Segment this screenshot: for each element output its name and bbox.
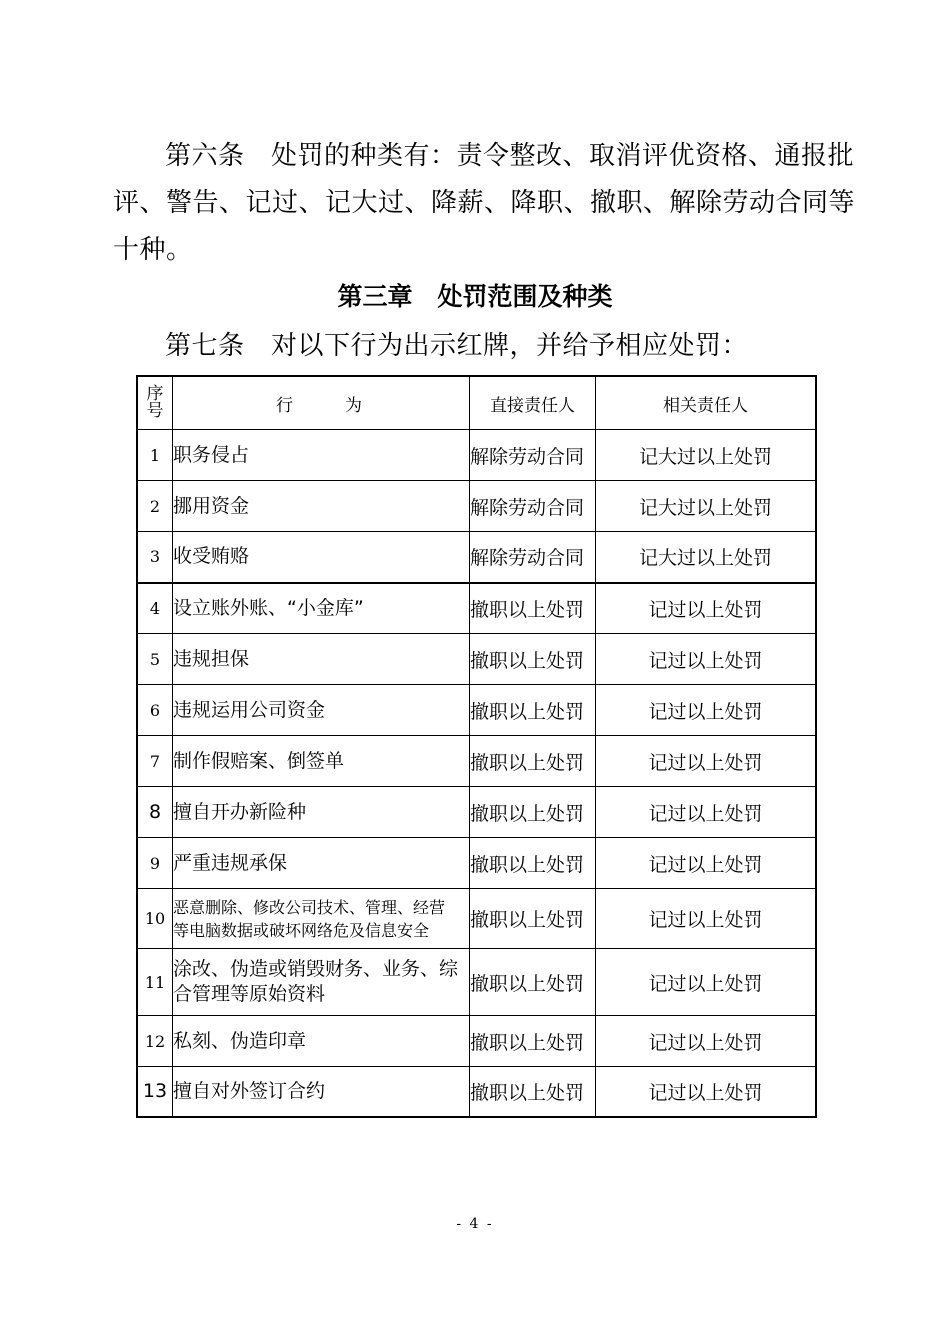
row-direct-penalty: 撤职以上处罚	[470, 1016, 596, 1067]
row-number: 12	[137, 1016, 173, 1067]
row-related-penalty: 记大过以上处罚	[596, 481, 817, 532]
row-behavior	[173, 889, 470, 949]
row-behavior: 挪用资金	[173, 481, 470, 532]
row-number: 9	[137, 838, 173, 889]
table-row	[137, 430, 816, 481]
table-row	[137, 532, 816, 583]
penalty-table	[136, 375, 817, 1118]
row-behavior: 设立账外账、“小金库”	[173, 583, 470, 634]
article-6-line-2: 评、警告、记过、记大过、降薪、降职、撤职、解除劳动合同等	[113, 188, 856, 218]
row-direct-penalty: 撤职以上处罚	[470, 634, 596, 685]
row-behavior-line-1: 涂改、伪造或销毁财务、业务、综	[173, 958, 459, 980]
header-serial-number	[137, 376, 173, 430]
table-row	[137, 685, 816, 736]
table-row	[137, 736, 816, 787]
row-number: 7	[137, 736, 173, 787]
header-serial-line-1: 序	[146, 384, 164, 404]
row-behavior: 私刻、伪造印章	[173, 1016, 470, 1067]
row-direct-penalty: 撤职以上处罚	[470, 889, 596, 949]
row-related-penalty: 记过以上处罚	[596, 634, 817, 685]
table-row	[137, 634, 816, 685]
row-behavior: 擅自对外签订合约	[173, 1067, 470, 1117]
row-number: 8	[137, 787, 173, 838]
row-behavior: 收受贿赂	[173, 532, 470, 583]
row-related-penalty: 记过以上处罚	[596, 787, 817, 838]
row-behavior: 严重违规承保	[173, 838, 470, 889]
page-number: - 4 -	[456, 1216, 494, 1232]
row-direct-penalty: 解除劳动合同	[470, 481, 596, 532]
row-number: 10	[137, 889, 173, 949]
row-behavior: 违规担保	[173, 634, 470, 685]
table-row	[137, 583, 816, 634]
header-behavior-part-1: 行	[276, 395, 297, 416]
row-behavior-line-2: 合管理等原始资料	[173, 983, 326, 1005]
header-related-responsible: 相关责任人	[596, 376, 817, 430]
header-behavior-part-2: 为	[345, 395, 366, 416]
row-behavior: 擅自开办新险种	[173, 787, 470, 838]
row-direct-penalty: 撤职以上处罚	[470, 583, 596, 634]
chapter-title: 第三章 处罚范围及种类	[337, 282, 613, 311]
row-direct-penalty: 撤职以上处罚	[470, 949, 596, 1016]
row-related-penalty: 记过以上处罚	[596, 736, 817, 787]
header-serial-line-2: 号	[146, 401, 164, 421]
table-row	[137, 1067, 816, 1117]
table-row	[137, 838, 816, 889]
row-direct-penalty: 解除劳动合同	[470, 430, 596, 481]
row-behavior	[173, 949, 470, 1016]
header-behavior	[173, 376, 470, 430]
table-row	[137, 889, 816, 949]
article-7-heading: 第七条 对以下行为出示红牌，并给予相应处罚：	[165, 331, 749, 361]
table-row	[137, 481, 816, 532]
row-related-penalty: 记过以上处罚	[596, 949, 817, 1016]
row-direct-penalty: 解除劳动合同	[470, 532, 596, 583]
row-number: 13	[137, 1067, 173, 1117]
article-6-line-1: 第六条 处罚的种类有：责令整改、取消评优资格、通报批	[165, 141, 855, 171]
table-row	[137, 949, 816, 1016]
article-6-line-3: 十种。	[113, 235, 193, 265]
row-direct-penalty: 撤职以上处罚	[470, 736, 596, 787]
row-behavior-line-2: 等电脑数据或破坏网络危及信息安全	[173, 920, 430, 940]
row-number: 1	[137, 430, 173, 481]
row-related-penalty: 记过以上处罚	[596, 583, 817, 634]
row-direct-penalty: 撤职以上处罚	[470, 838, 596, 889]
row-related-penalty: 记过以上处罚	[596, 889, 817, 949]
article-6-paragraph	[113, 133, 856, 274]
row-direct-penalty: 撤职以上处罚	[470, 787, 596, 838]
row-behavior: 职务侵占	[173, 430, 470, 481]
row-number: 2	[137, 481, 173, 532]
row-number: 5	[137, 634, 173, 685]
table-row	[137, 787, 816, 838]
row-related-penalty: 记大过以上处罚	[596, 532, 817, 583]
table-row	[137, 1016, 816, 1067]
row-behavior: 违规运用公司资金	[173, 685, 470, 736]
table-header-row	[137, 376, 816, 430]
row-direct-penalty: 撤职以上处罚	[470, 685, 596, 736]
row-number: 11	[137, 949, 173, 1016]
row-related-penalty: 记过以上处罚	[596, 1067, 817, 1117]
row-related-penalty: 记过以上处罚	[596, 838, 817, 889]
row-related-penalty: 记过以上处罚	[596, 1016, 817, 1067]
row-related-penalty: 记大过以上处罚	[596, 430, 817, 481]
row-behavior: 制作假赔案、倒签单	[173, 736, 470, 787]
row-direct-penalty: 撤职以上处罚	[470, 1067, 596, 1117]
row-number: 6	[137, 685, 173, 736]
row-number: 3	[137, 532, 173, 583]
header-direct-responsible: 直接责任人	[470, 376, 596, 430]
row-related-penalty: 记过以上处罚	[596, 685, 817, 736]
row-behavior-line-1: 恶意删除、修改公司技术、管理、经营	[173, 897, 446, 917]
row-number: 4	[137, 583, 173, 634]
